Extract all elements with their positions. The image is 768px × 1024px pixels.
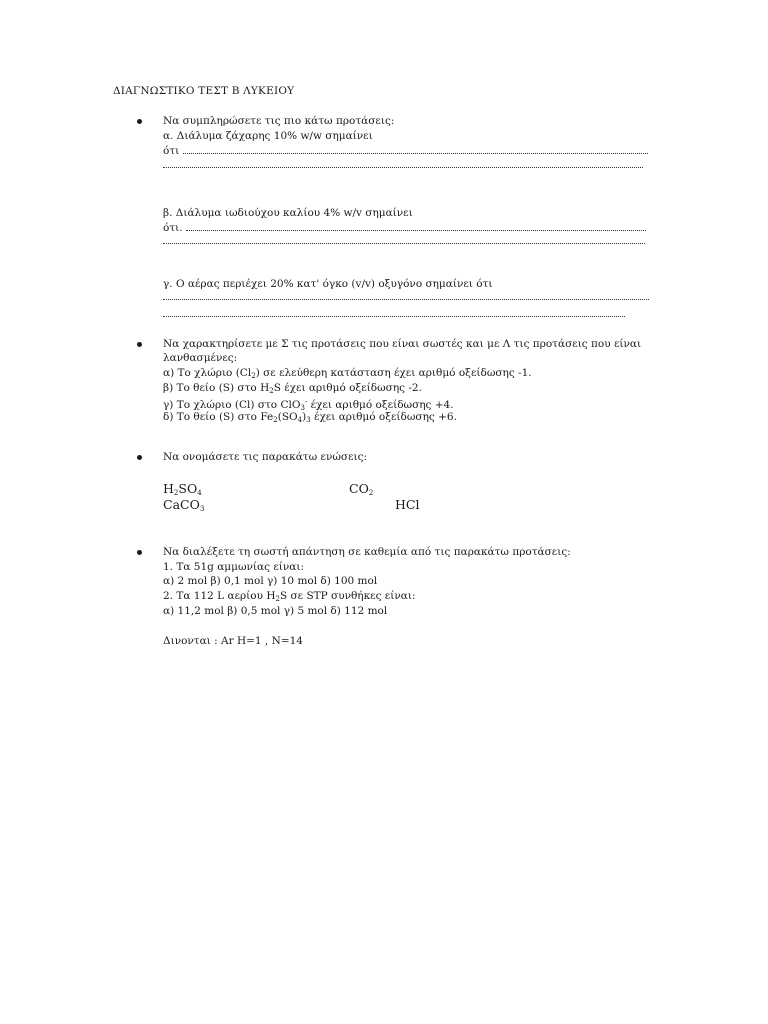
q4-line-2: α) 2 mol β) 0,1 mol γ) 10 mol δ) 100 mol xyxy=(163,575,378,587)
q1-b-prefix: ότι. xyxy=(163,222,183,234)
q2-d-text-2: (SO xyxy=(277,411,298,423)
q2-b-text-1: β) Το θείο (S) στο H xyxy=(163,382,270,394)
q4-line-3-text-1: 2. Τα 112 L αερίου H xyxy=(163,590,276,602)
q1-b-answer-line-2[interactable] xyxy=(163,243,645,244)
q1-a-answer xyxy=(163,143,648,158)
q2-d-sub-1: 2 xyxy=(273,416,278,424)
q4-line-3-sub: 2 xyxy=(275,595,280,603)
formula-h2so4-sub-1: 2 xyxy=(173,489,179,497)
q2-d-text-1: δ) Το θείο (S) στο Fe xyxy=(163,411,274,423)
q2-c-sub: 3 xyxy=(300,404,305,412)
q4-line-3-text-2: S σε STP συνθήκες είναι: xyxy=(279,590,416,602)
formula-caco3 xyxy=(163,497,204,513)
bullet-q1 xyxy=(137,119,142,124)
bullet-q4 xyxy=(137,550,142,555)
q4-given: Δινονται : Ar H=1 , N=14 xyxy=(163,635,303,647)
q1-a-answer-line-2[interactable] xyxy=(163,167,643,168)
q2-d-sub-3: 3 xyxy=(306,416,311,424)
q2-a-text-2: ) σε ελεύθερη κατάσταση έχει αριθμό οξείδωσης -1. xyxy=(255,367,532,379)
q4-intro: Να διαλέξετε τη σωστή απάντηση σε καθεμία από τις παρακάτω προτάσεις: xyxy=(163,546,571,558)
q2-c-text-1: γ) Το χλώριο (Cl) στο ClO xyxy=(163,399,301,411)
formula-co2 xyxy=(349,481,373,497)
formula-co2-sub-1: 2 xyxy=(368,489,374,497)
q2-b-sub: 2 xyxy=(269,387,274,395)
q2-a-text-1: α) Το χλώριο (Cl xyxy=(163,367,252,379)
formula-h2so4-sub-2: 4 xyxy=(197,489,202,497)
q2-intro-1: Να χαρακτηρίσετε με Σ τις προτάσεις που είναι σωστές και με Λ τις προτάσεις που είναι xyxy=(163,338,642,350)
q1-b: β. Διάλυμα ιωδιούχου καλίου 4% w/v σημαίνει xyxy=(163,207,413,219)
q1-b-answer xyxy=(163,220,646,235)
q1-c-answer-line[interactable] xyxy=(163,299,649,300)
formula-h2so4-part-2: SO xyxy=(178,481,198,496)
formula-h2so4 xyxy=(163,481,202,497)
q2-d-sub-2: 4 xyxy=(297,416,303,424)
q2-d-text-3: ) xyxy=(302,411,307,423)
q2-d-text-4: έχει αριθμό οξείδωσης +6. xyxy=(310,411,457,423)
q1-b-answer-line[interactable] xyxy=(186,220,646,231)
q2-b-text-2: S έχει αριθμό οξείδωσης -2. xyxy=(273,382,422,394)
q2-c-text-2: έχει αριθμό οξείδωσης +4. xyxy=(307,399,454,411)
formula-co2-part-1: CO xyxy=(349,481,369,496)
formula-h2so4-part-1: H xyxy=(163,481,174,496)
q2-d xyxy=(163,410,457,427)
q1-a-prefix: ότι xyxy=(163,145,180,157)
formula-caco3-part-1: CaCO xyxy=(163,497,200,512)
bullet-q2 xyxy=(137,342,142,347)
formula-hcl: HCl xyxy=(395,497,420,512)
q1-a: α. Διάλυμα ζάχαρης 10% w/w σημαίνει xyxy=(163,130,373,142)
document-title: ΔΙΑΓΝΩΣΤΙΚΟ ΤΕΣΤ Β ΛΥΚΕΙΟΥ xyxy=(113,85,295,97)
q3-intro: Να ονομάσετε τις παρακάτω ενώσεις: xyxy=(163,451,368,463)
q2-a-sub: 2 xyxy=(251,372,256,380)
formula-caco3-sub-1: 3 xyxy=(199,505,205,513)
q4-line-1: 1. Τα 51g αμμωνίας είναι: xyxy=(163,561,305,573)
bullet-q3 xyxy=(137,455,142,460)
q1-a-answer-line[interactable] xyxy=(183,143,648,154)
q2-intro-2: λανθασμένες: xyxy=(163,352,238,364)
q4-line-4: α) 11,2 mol β) 0,5 mol γ) 5 mol δ) 112 mol xyxy=(163,605,388,617)
q2-c-sup: - xyxy=(304,398,308,406)
q1-intro: Να συμπληρώσετε τις πιο κάτω προτάσεις: xyxy=(163,115,395,127)
q1-c-answer-line-2[interactable] xyxy=(163,316,625,317)
q1-c: γ. Ο αέρας περιέχει 20% κατ' όγκο (v/v) οξυγόνο σημαίνει ότι xyxy=(163,278,493,290)
